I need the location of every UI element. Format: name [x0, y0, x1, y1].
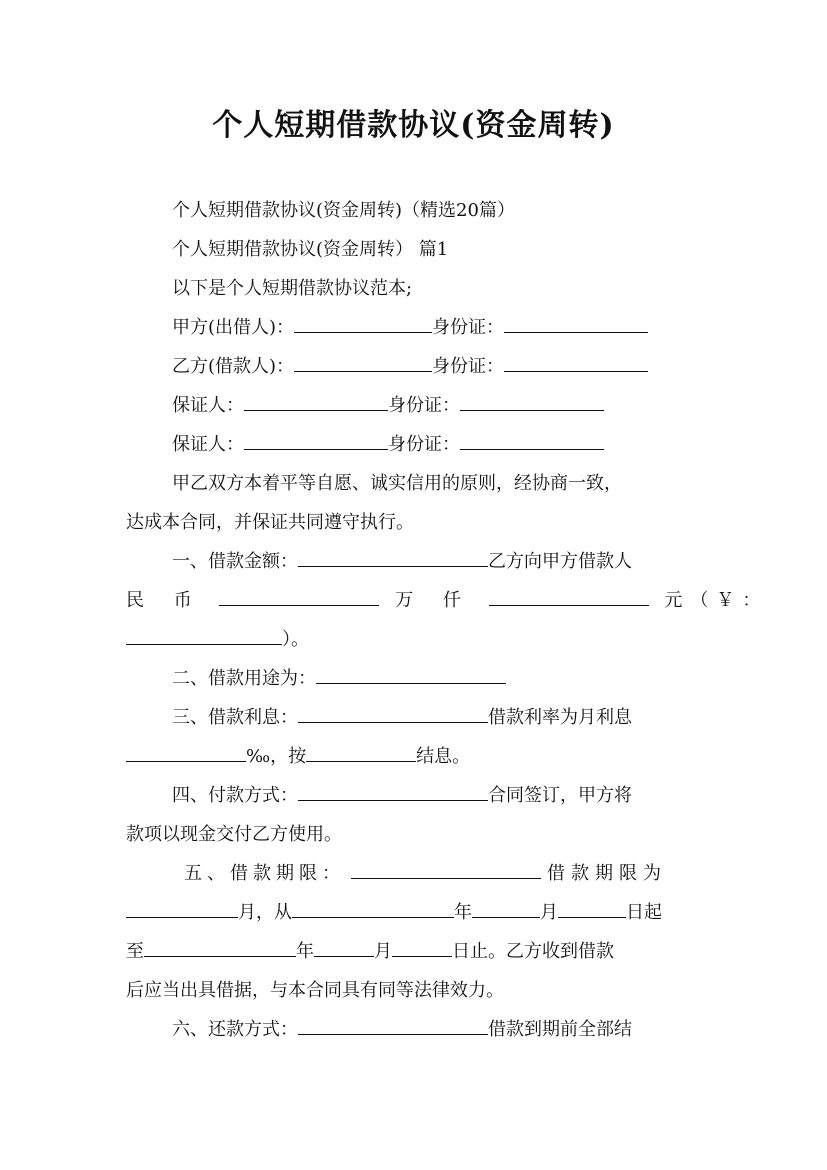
clause-text: 合同签订，甲方将 [488, 785, 632, 806]
paragraph-line: 达成本合同，并保证共同遵守执行。 [126, 512, 414, 533]
date-blank [314, 940, 374, 957]
document-title: 个人短期借款协议(资金周转) [212, 108, 615, 143]
term-blank [351, 862, 541, 879]
date-blank [472, 901, 540, 918]
clause-5-label: 五、借款期限： [184, 863, 345, 884]
clause-1-line-3 [126, 628, 309, 652]
clause-3-line [172, 706, 632, 730]
id-blank [460, 394, 604, 411]
id-blank [504, 316, 648, 333]
guarantor-label: 保证人： [172, 434, 244, 455]
guarantor-label: 保证人： [172, 395, 244, 416]
clause-5-line [184, 862, 667, 886]
date-blank [558, 901, 626, 918]
clause-5-line-4: 后应当出具借据，与本合同具有同等法律效力。 [126, 980, 504, 1001]
currency-symbol-label: 元（￥： [664, 590, 769, 611]
party-b-line [172, 355, 648, 379]
clause-5-line-2 [126, 901, 662, 925]
amount-blank [298, 550, 488, 567]
clause-2-label: 二、借款用途为： [172, 668, 316, 689]
id-label: 身份证： [432, 317, 505, 338]
clause-text: 日止。乙方收到借款 [452, 941, 614, 962]
date-blank [392, 940, 452, 957]
intro-line: 以下是个人短期借款协议范本; [172, 278, 413, 299]
month-label: 月 [374, 941, 392, 962]
day-label: 日起 [626, 902, 662, 923]
rate-blank [126, 745, 246, 762]
paragraph-line: 甲乙双方本着平等自愿、诚实信用的原则，经协商一致， [172, 473, 622, 494]
id-blank [460, 433, 604, 450]
clause-6-label: 六、还款方式： [172, 1019, 298, 1040]
id-blank [504, 355, 648, 372]
year-label: 年 [454, 902, 472, 923]
repay-blank [298, 1018, 488, 1035]
id-label: 身份证： [388, 395, 460, 416]
id-label: 身份证： [432, 356, 505, 377]
clause-text: 月，从 [238, 902, 292, 923]
clause-4-label: 四、付款方式： [172, 785, 298, 806]
clause-3-line-2 [126, 745, 470, 769]
guarantor-blank [244, 433, 388, 450]
party-a-label: 甲方(出借人)： [172, 317, 295, 338]
date-blank [292, 901, 454, 918]
guarantor-line [172, 433, 604, 457]
party-b-label: 乙方(借款人)： [172, 356, 295, 377]
unit-label: 万 仟 [395, 590, 473, 611]
subtitle-line: 个人短期借款协议(资金周转)（精选20篇） [172, 200, 515, 221]
clause-1-line-2 [126, 589, 768, 613]
guarantor-line [172, 394, 604, 418]
guarantor-blank [244, 394, 388, 411]
clause-text: 借款利率为月利息 [488, 707, 632, 728]
month-label: 月 [540, 902, 558, 923]
clause-4-line-2: 款项以现金交付乙方使用。 [126, 824, 342, 845]
clause-text: 乙方向甲方借款人 [488, 551, 632, 572]
amount-blank [219, 589, 379, 606]
party-b-blank [294, 355, 432, 372]
date-blank [144, 940, 296, 957]
purpose-blank [316, 667, 506, 684]
settle-blank [306, 745, 416, 762]
id-label: 身份证： [388, 434, 460, 455]
clause-text: ‰，按 [246, 746, 307, 767]
party-a-line [172, 316, 648, 340]
party-a-blank [294, 316, 432, 333]
amount-blank [489, 589, 649, 606]
clause-6-line [172, 1018, 632, 1042]
clause-text: 结息。 [416, 746, 471, 767]
interest-blank [298, 706, 488, 723]
clause-1-label: 一、借款金额： [172, 551, 298, 572]
term-blank [126, 901, 238, 918]
clause-text: 借款期限为 [547, 863, 667, 884]
payment-blank [298, 784, 488, 801]
clause-2-line [172, 667, 506, 691]
clause-text: 借款到期前全部结 [488, 1019, 632, 1040]
year-label: 年 [296, 941, 314, 962]
clause-5-line-3 [126, 940, 614, 964]
clause-text: 至 [126, 941, 144, 962]
closing-paren: ）。 [282, 629, 309, 650]
clause-3-label: 三、借款利息： [172, 707, 298, 728]
amount-blank [126, 628, 282, 645]
currency-label: 民 币 [126, 590, 204, 611]
clause-1-line [172, 550, 632, 574]
clause-4-line [172, 784, 632, 808]
section-heading: 个人短期借款协议(资金周转） 篇1 [172, 239, 449, 260]
